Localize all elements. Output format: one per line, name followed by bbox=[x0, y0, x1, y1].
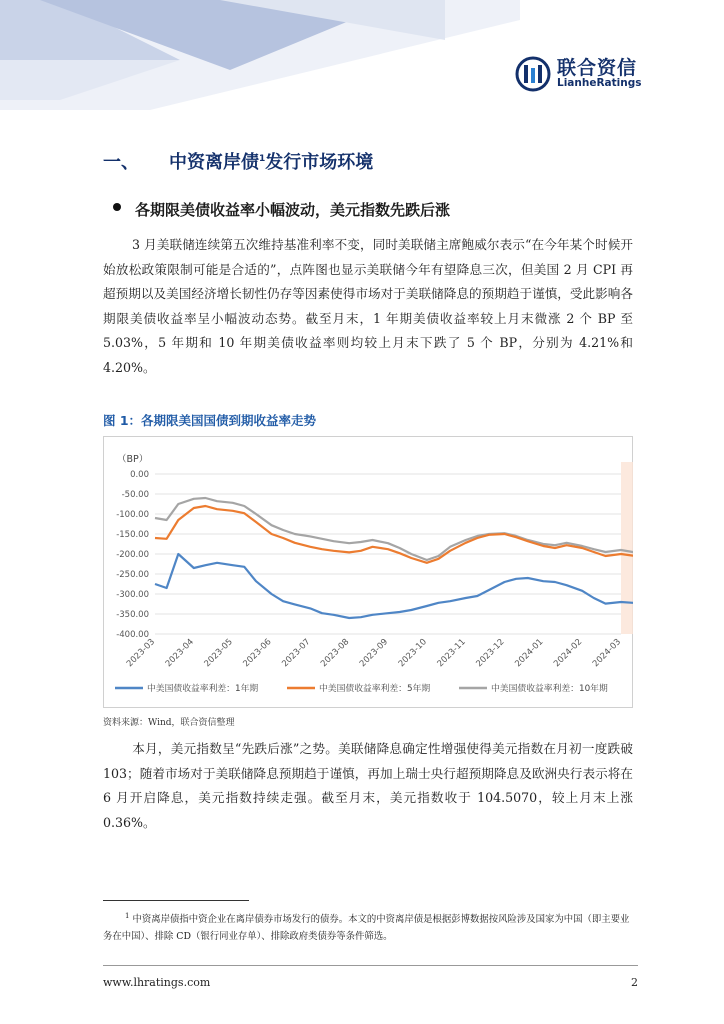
x-tick-label: 2023-09 bbox=[357, 637, 391, 670]
x-tick-label: 2023-08 bbox=[319, 637, 352, 670]
x-tick-label: 2023-11 bbox=[435, 637, 468, 670]
y-tick-label: -300.00 bbox=[116, 590, 149, 600]
legend-label: 中美国债收益率利差：1年期 bbox=[147, 684, 259, 694]
paragraph-1-text: 3 月美联储连续第五次维持基准利率不变，同时美联储主席鲍威尔表示“在今年某个时候开始放松政策限制可能是合适的”，点阵图也显示美联储今年有望降息三次，但美国 2 月 CPI 再超预期以及美国经济增长韧性仍存等因素使得市场对于美联储降息的预期趋于谨慎，受此影响各期限美债收益率呈小幅波动态势。截至月末，1 年期美债收益率较上月末微涨 2 个 BP 至 5.03%，5 年期和 10 年期美债收益率则均较上月末下跌了 5 个 BP，分别为 4.21%和 4.20%。 bbox=[103, 237, 633, 375]
logo-chinese-text: 联合资信 bbox=[557, 56, 638, 79]
y-tick-label: -350.00 bbox=[116, 610, 149, 620]
body-paragraph-2 bbox=[103, 737, 633, 835]
subsection-title: 各期限美债收益率小幅波动，美元指数先跌后涨 bbox=[135, 201, 451, 219]
section-heading bbox=[103, 148, 373, 174]
x-tick-label: 2023-04 bbox=[163, 637, 196, 670]
y-tick-label: -400.00 bbox=[116, 630, 149, 640]
yield-spread-chart bbox=[103, 436, 633, 708]
x-tick-label: 2023-10 bbox=[396, 637, 429, 670]
footnote-marker: 1 bbox=[125, 912, 130, 920]
y-tick-label: 0.00 bbox=[130, 470, 149, 480]
lianhe-logo-icon bbox=[515, 56, 551, 92]
legend-label: 中美国债收益率利差：10年期 bbox=[491, 684, 608, 694]
header-decoration bbox=[0, 0, 520, 110]
footer-url[interactable]: www.lhratings.com bbox=[103, 976, 211, 989]
x-tick-label: 2024-02 bbox=[552, 637, 585, 670]
footnote-separator bbox=[103, 900, 249, 901]
y-unit-label: （BP） bbox=[117, 454, 149, 465]
highlight-band bbox=[621, 462, 633, 634]
figure-source: 资料来源：Wind，联合资信整理 bbox=[103, 718, 235, 728]
subsection-heading bbox=[135, 199, 450, 220]
section-title: 中资离岸债 bbox=[169, 152, 259, 173]
footnote-text: 中资离岸债指中资企业在离岸债券市场发行的债券。本文的中资离岸债是根据彭博数据按风险涉及国家为中国（即主要业务在中国）、排除 CD（银行同业存单）、排除政府类债券等条件筛选。 bbox=[103, 914, 630, 943]
section-number: 一、 bbox=[103, 152, 139, 173]
footer-separator bbox=[103, 965, 638, 966]
y-tick-label: -200.00 bbox=[116, 550, 149, 560]
company-logo bbox=[515, 56, 641, 92]
chart-frame bbox=[104, 437, 633, 708]
logo-english-text: LianheRatings bbox=[557, 77, 642, 90]
x-tick-label: 2023-06 bbox=[241, 637, 274, 670]
x-tick-label: 2023-03 bbox=[124, 637, 158, 670]
page-number: 2 bbox=[631, 976, 638, 989]
bullet-icon bbox=[113, 203, 121, 211]
x-tick-label: 2024-03 bbox=[590, 637, 624, 670]
y-tick-label: -250.00 bbox=[116, 570, 149, 580]
y-tick-label: -150.00 bbox=[116, 530, 149, 540]
x-tick-label: 2023-05 bbox=[202, 637, 235, 670]
footnote-ref[interactable]: 1 bbox=[259, 154, 266, 164]
x-tick-label: 2023-12 bbox=[474, 637, 507, 670]
y-tick-label: -50.00 bbox=[121, 490, 149, 500]
legend-label: 中美国债收益率利差：5年期 bbox=[319, 684, 431, 694]
x-tick-label: 2024-01 bbox=[513, 637, 546, 670]
x-tick-label: 2023-07 bbox=[280, 637, 313, 670]
y-tick-label: -100.00 bbox=[116, 510, 149, 520]
paragraph-2-text: 本月，美元指数呈“先跌后涨”之势。美联储降息确定性增强使得美元指数在月初一度跌破 103；随着市场对于美联储降息预期趋于谨慎，再加上瑞士央行超预期降息及欧洲央行表示将在 6 月开启降息，美元指数持续走强。截至月末，美元指数收于 104.5070，较上月末上涨 0.36%。 bbox=[103, 741, 633, 830]
footnote bbox=[103, 908, 633, 945]
section-title-rest: 发行市场环境 bbox=[265, 152, 374, 173]
body-paragraph-1 bbox=[103, 233, 633, 380]
figure-title: 图 1：各期限美国国债到期收益率走势 bbox=[103, 413, 317, 428]
